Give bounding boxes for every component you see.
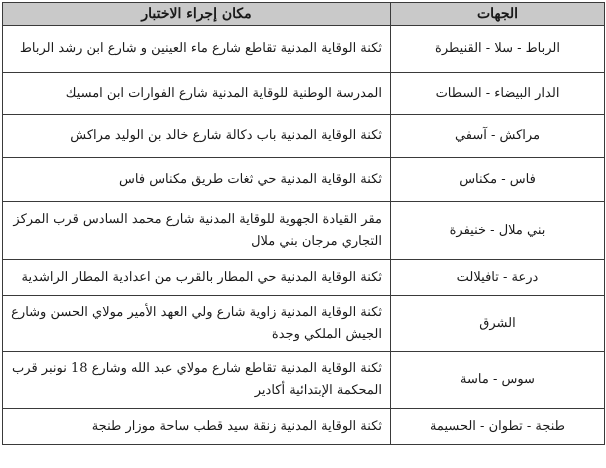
region-cell: سوس - ماسة (391, 352, 605, 409)
region-cell: الدار البيضاء - السطات (391, 73, 605, 115)
header-region: الجهات (391, 3, 605, 26)
table-row (3, 296, 605, 352)
header-place: مكان إجراء الاختبار (3, 3, 391, 26)
exam-locations-table (2, 2, 605, 445)
region-cell: فاس - مكناس (391, 158, 605, 202)
place-cell: ثكنة الوقاية المدنية باب دكالة شارع خالد بن الوليد مراكش (3, 115, 391, 158)
table-row (3, 26, 605, 73)
place-cell: ثكنة الوقاية المدنية حي المطار بالقرب من اعدادية المطار الراشدية (3, 260, 391, 296)
region-cell: مراكش - آسفي (391, 115, 605, 158)
table-row (3, 260, 605, 296)
place-cell: ثكنة الوقاية المدنية تقاطع شارع ماء العينين و شارع ابن رشد الرباط (3, 26, 391, 73)
region-cell: درعة - تافيلالت (391, 260, 605, 296)
table-row (3, 115, 605, 158)
table-row (3, 73, 605, 115)
place-cell: مقر القيادة الجهوية للوقاية المدنية شارع محمد السادس قرب المركز التجاري مرجان بني ملال (3, 202, 391, 260)
region-cell: بني ملال - خنيفرة (391, 202, 605, 260)
place-cell: ثكنة الوقاية المدنية زنقة سيد قطب ساحة موزار طنجة (3, 409, 391, 445)
table-row (3, 409, 605, 445)
table-row (3, 202, 605, 260)
place-cell: ثكنة الوقاية المدنية حي ثغات طريق مكناس فاس (3, 158, 391, 202)
table-row (3, 158, 605, 202)
region-cell: طنجة - تطوان - الحسيمة (391, 409, 605, 445)
table-row (3, 352, 605, 409)
place-cell: ثكنة الوقاية المدنية زاوية شارع ولي العهد الأمير مولاي الحسن وشارع الجيش الملكي وجدة (3, 296, 391, 352)
place-cell: ثكنة الوقاية المدنية تقاطع شارع مولاي عبد الله وشارع 18 نونبر قرب المحكمة الإبتدائية أكادير (3, 352, 391, 409)
region-cell: الشرق (391, 296, 605, 352)
table-header-row (3, 3, 605, 26)
place-cell: المدرسة الوطنية للوقاية المدنية شارع الفوارات ابن امسيك (3, 73, 391, 115)
region-cell: الرباط - سلا - القنيطرة (391, 26, 605, 73)
